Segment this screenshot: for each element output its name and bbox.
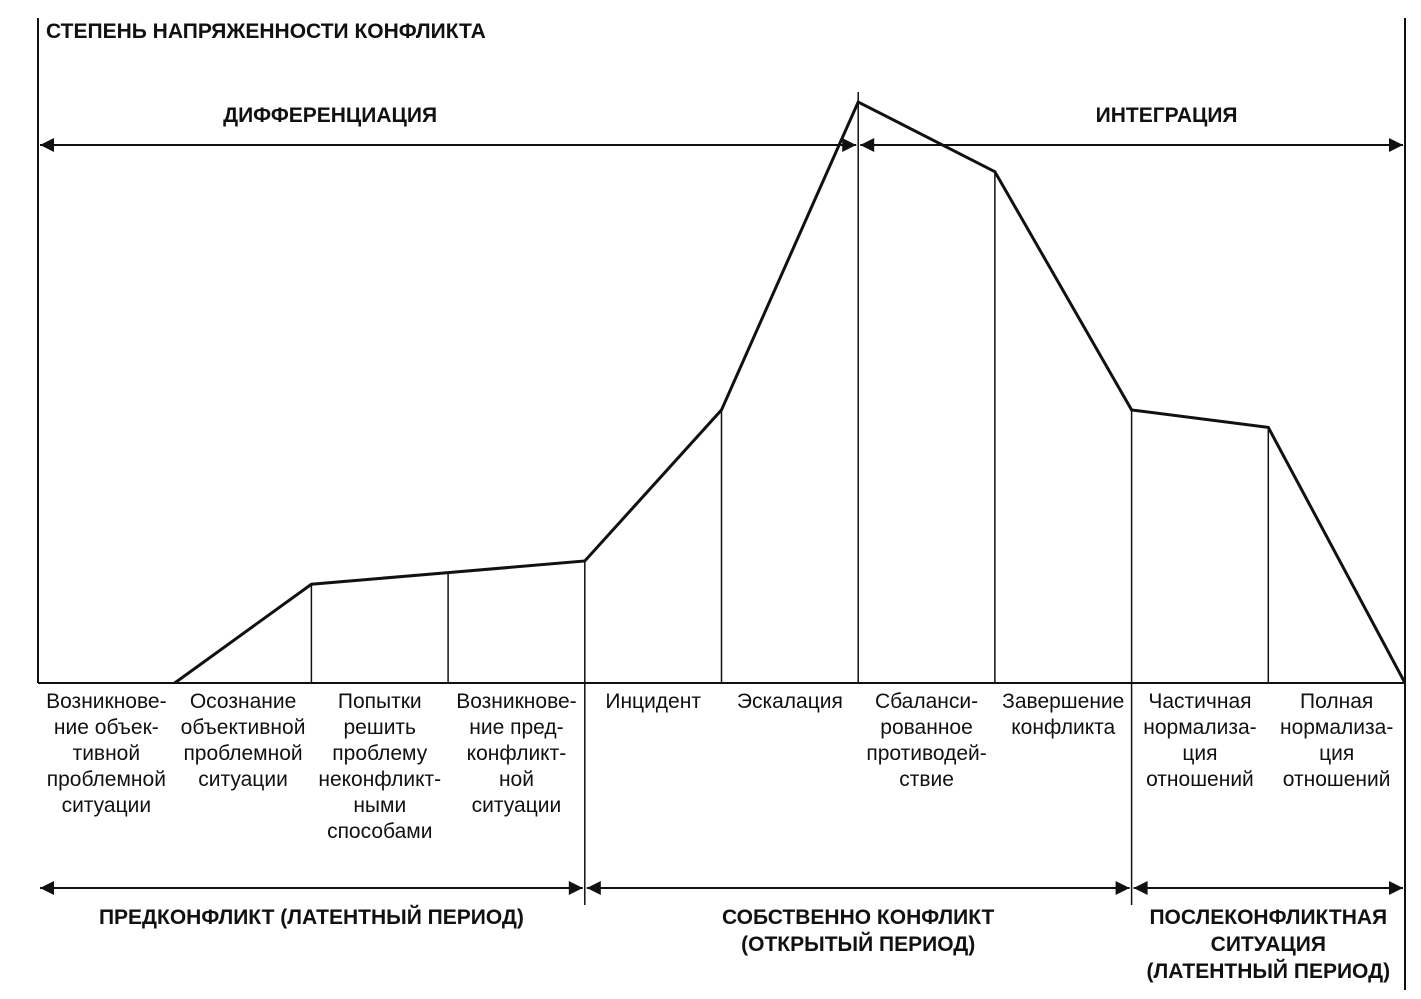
stage-label-6: Эскалация	[736, 690, 843, 713]
stage-labels	[46, 690, 1393, 843]
stage-label-1: Возникнове-ние объек-тивной проблемной ситуации	[46, 690, 167, 817]
stage-label-4: Возникнове-ние пред-конфликт-ной ситуации	[456, 690, 577, 817]
period-label-2: ПОСЛЕКОНФЛИКТНАЯ СИТУАЦИЯ (ЛАТЕНТНЫЙ ПЕРИОД)	[1146, 906, 1391, 983]
period-label-1: СОБСТВЕННО КОНФЛИКТ (ОТКРЫТЫЙ ПЕРИОД)	[722, 906, 995, 956]
top-range-arrows	[40, 104, 1403, 145]
stage-label-8: Завершение конфликта	[1002, 690, 1125, 739]
period-label-0: ПРЕДКОНФЛИКТ (ЛАТЕНТНЫЙ ПЕРИОД)	[98, 906, 524, 929]
stage-label-10: Полная нормализа-ция отношений	[1279, 690, 1394, 791]
stage-label-9: Частичная нормализа-ция отношений	[1143, 690, 1257, 791]
tension-curve	[175, 102, 1406, 683]
y-axis-title: СТЕПЕНЬ НАПРЯЖЕННОСТИ КОНФЛИКТА	[46, 20, 486, 43]
stage-label-5: Инцидент	[605, 690, 701, 713]
tension-curve-line	[175, 102, 1405, 683]
stage-label-2: Осознание объективной проблемной ситуации	[180, 690, 306, 791]
stage-label-7: Сбаланси-рованное противодей-ствие	[866, 690, 987, 791]
period-labels	[40, 888, 1403, 983]
stage-label-3: Попытки решить проблему неконфликт-ными способами	[318, 690, 442, 843]
range-label-1: ИНТЕГРАЦИЯ	[1095, 104, 1238, 127]
range-label-0: ДИФФЕРЕНЦИАЦИЯ	[223, 104, 438, 127]
